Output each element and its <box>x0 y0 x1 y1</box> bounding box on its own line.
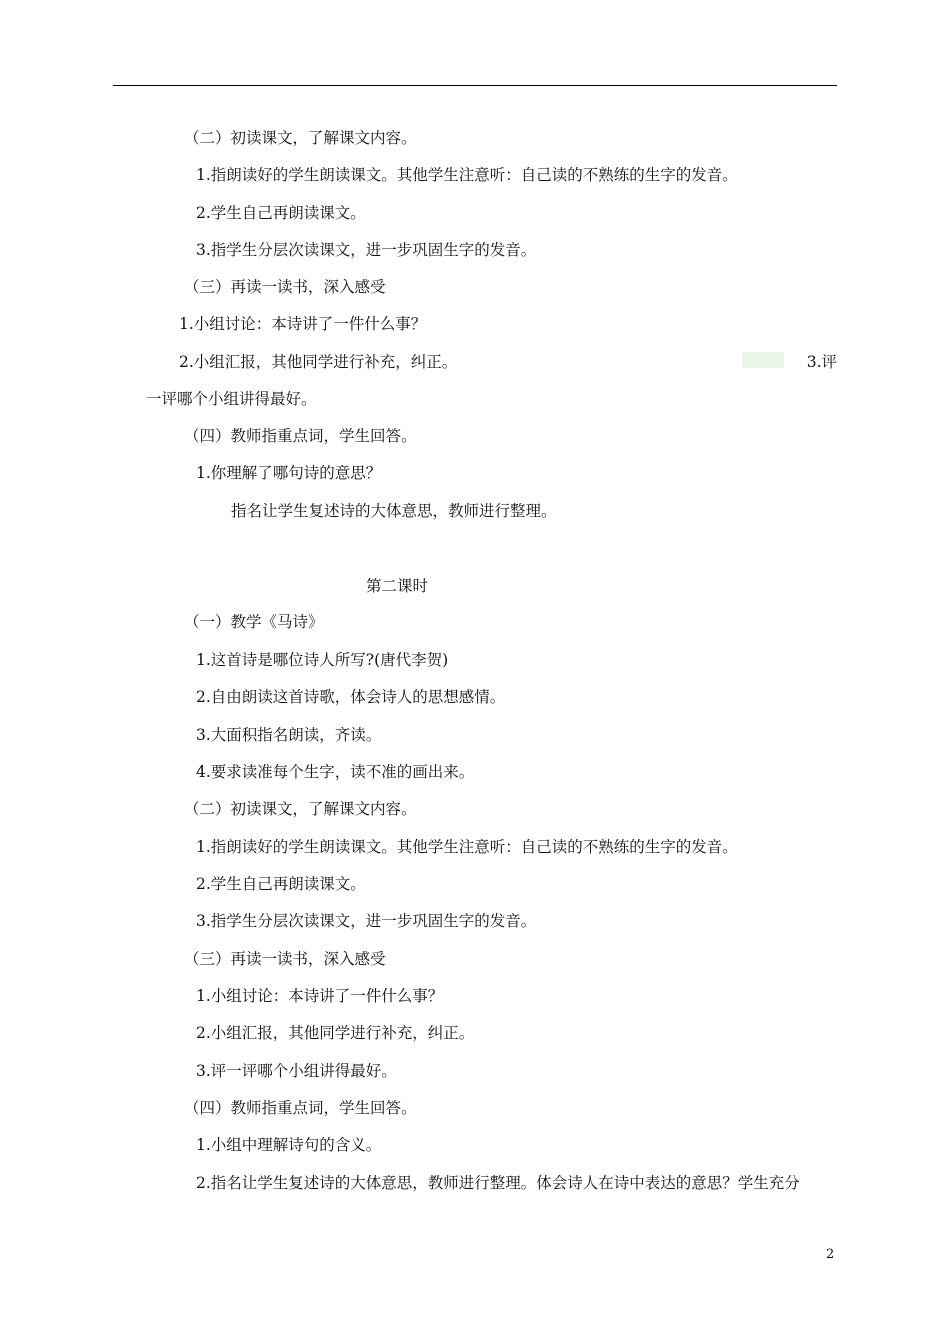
list-item: 1.指朗读好的学生朗读课文。其他学生注意听：自己读的不熟练的生字的发音。 <box>196 166 738 184</box>
list-item: 1.小组讨论：本诗讲了一件什么事？ <box>179 315 427 333</box>
list-item: 2.小组汇报，其他同学进行补充，纠正。 <box>179 353 458 371</box>
list-item-continuation: 一评哪个小组讲得最好。 <box>146 390 317 408</box>
section-heading: （四）教师指重点词，学生回答。 <box>184 1099 417 1117</box>
list-item: 2.小组汇报，其他同学进行补充，纠正。 <box>196 1024 475 1042</box>
list-item: 2.自由朗读这首诗歌，体会诗人的思想感情。 <box>196 688 506 706</box>
list-item: 1.小组中理解诗句的含义。 <box>196 1136 382 1154</box>
list-item: 2.学生自己再朗读课文。 <box>196 204 366 222</box>
list-item: 1.这首诗是哪位诗人所写?(唐代李贺) <box>196 651 449 669</box>
list-item: 2.学生自己再朗读课文。 <box>196 875 366 893</box>
list-item: 1.指朗读好的学生朗读课文。其他学生注意听：自己读的不熟练的生字的发音。 <box>196 838 738 856</box>
body-text: 指名让学生复述诗的大体意思，教师进行整理。 <box>231 502 557 520</box>
list-item: 1.小组讨论：本诗讲了一件什么事？ <box>196 987 444 1005</box>
header-rule <box>113 85 837 86</box>
section-heading: （三）再读一读书，深入感受 <box>184 950 386 968</box>
list-item-fragment: 3.评 <box>806 353 837 371</box>
section-heading: （三）再读一读书，深入感受 <box>184 278 386 296</box>
list-item: 3.大面积指名朗读，齐读。 <box>196 726 382 744</box>
list-item: 3.评一评哪个小组讲得最好。 <box>196 1062 397 1080</box>
section-heading: （一）教学《马诗》 <box>184 613 324 631</box>
section-heading: （二）初读课文，了解课文内容。 <box>184 800 417 818</box>
list-item: 4.要求读准每个生字，读不准的画出来。 <box>196 763 475 781</box>
list-item: 1.你理解了哪句诗的意思？ <box>196 464 382 482</box>
list-item: 3.指学生分层次读课文，进一步巩固生字的发音。 <box>196 912 537 930</box>
watermark <box>742 352 784 368</box>
section-heading: （四）教师指重点词，学生回答。 <box>184 427 417 445</box>
lesson-title: 第二课时 <box>366 577 429 595</box>
list-item: 3.指学生分层次读课文，进一步巩固生字的发音。 <box>196 241 537 259</box>
section-heading: （二）初读课文，了解课文内容。 <box>184 129 417 147</box>
list-item: 2.指名让学生复述诗的大体意思，教师进行整理。体会诗人在诗中表达的意思？学生充分 <box>196 1174 800 1192</box>
page-number: 2 <box>826 1247 835 1262</box>
